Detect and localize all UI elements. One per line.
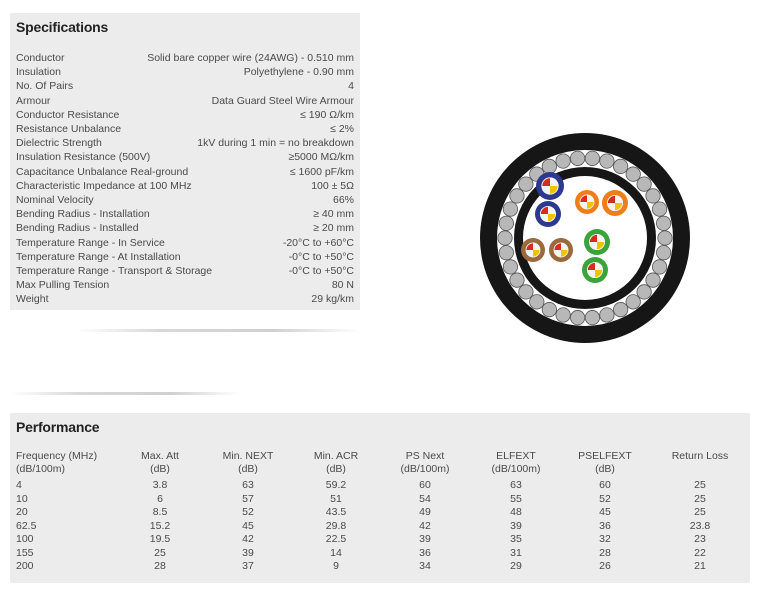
table-cell: 8.5 (152, 506, 168, 518)
armour-wire (556, 154, 570, 168)
column-header: (dB) (150, 463, 170, 475)
column-header: (dB) (326, 463, 346, 475)
spec-value: 66% (332, 194, 354, 206)
table-cell: 6 (157, 492, 163, 505)
column-header: PSELFEXT (578, 450, 632, 462)
spec-label: Insulation (16, 66, 61, 79)
spec-value: Data Guard Steel Wire Armour (211, 94, 354, 107)
spec-value: ≤ 2% (330, 123, 354, 135)
divider (75, 329, 360, 332)
armour-wire (498, 231, 512, 245)
spec-row (16, 51, 354, 65)
table-cell: 28 (154, 560, 166, 572)
spec-row (16, 150, 354, 164)
armour-wire (637, 177, 651, 191)
table-cell: 49 (419, 506, 431, 518)
spec-row (16, 79, 354, 93)
table-cell: 28 (599, 546, 611, 559)
spec-row (16, 207, 354, 221)
spec-row (16, 236, 354, 250)
spec-row (16, 292, 354, 306)
spec-label: Weight (16, 293, 49, 306)
table-cell: 31 (510, 546, 522, 559)
armour-wire (656, 245, 670, 259)
armour-wire (658, 231, 672, 245)
table-cell: 155 (16, 546, 34, 559)
table-cell: 10 (16, 492, 28, 505)
table-cell: 23.8 (689, 519, 711, 532)
column-header: (dB/100m) (16, 463, 66, 475)
spec-row (16, 94, 354, 108)
spec-value: Polyethylene - 0.90 mm (243, 66, 354, 79)
cable-cross-section-icon (475, 128, 695, 348)
spec-label: Temperature Range - At Installation (16, 250, 181, 263)
table-cell: 34 (419, 560, 431, 572)
table-cell: 200 (16, 560, 34, 572)
table-cell: 55 (510, 492, 522, 505)
table-cell: 29.8 (325, 519, 347, 532)
performance-title: Performance (16, 419, 100, 435)
spec-label: No. Of Pairs (16, 80, 74, 93)
spec-row (16, 108, 354, 122)
table-cell: 42 (419, 519, 431, 532)
armour-wire (503, 260, 517, 274)
spec-value: 4 (348, 80, 354, 93)
table-cell: 20 (16, 506, 28, 518)
spec-value: ≤ 1600 pF/km (289, 165, 354, 178)
table-cell: 62.5 (16, 519, 37, 532)
column-header: Min. ACR (313, 450, 359, 462)
table-cell: 14 (330, 546, 342, 559)
table-cell: 21 (694, 560, 706, 572)
table-cell: 45 (242, 519, 254, 532)
table-cell: 48 (510, 506, 522, 518)
armour-wire (499, 216, 513, 230)
table-cell: 100 (16, 533, 34, 545)
armour-wire (626, 167, 640, 181)
table-cell: 63 (510, 479, 522, 491)
spec-label: Bending Radius - Installation (16, 208, 150, 221)
armour-wire (503, 202, 517, 216)
spec-row (16, 179, 354, 193)
armour-wire (646, 273, 660, 287)
specifications-panel (10, 13, 360, 310)
table-cell: 25 (694, 492, 706, 505)
column-header: (dB) (595, 463, 615, 475)
spec-label: Max Pulling Tension (16, 279, 110, 292)
spec-value: Solid bare copper wire (24AWG) - 0.510 mm (147, 52, 354, 64)
spec-row (16, 136, 354, 150)
column-header: (dB/100m) (400, 463, 450, 475)
spec-value: 29 kg/km (311, 293, 354, 306)
spec-value: -20°C to +60°C (282, 236, 354, 249)
table-cell: 59.2 (325, 479, 347, 491)
spec-row (16, 278, 354, 292)
table-cell: 29 (510, 560, 522, 572)
table-cell: 3.8 (152, 479, 168, 491)
table-cell: 57 (242, 492, 254, 505)
table-cell: 25 (154, 546, 166, 559)
table-cell: 60 (419, 479, 431, 491)
column-header: Return Loss (671, 450, 729, 462)
armour-wire (646, 189, 660, 203)
armour-wire (585, 310, 599, 324)
table-cell: 52 (599, 492, 611, 505)
armour-wire (530, 295, 544, 309)
spec-value: ≥5000 MΩ/km (288, 151, 354, 164)
table-cell: 42 (242, 533, 254, 545)
spec-label: Temperature Range - In Service (16, 236, 165, 249)
table-cell: 23 (694, 533, 706, 545)
armour-wire (656, 216, 670, 230)
column-header: ELFEXT (496, 450, 536, 462)
table-cell: 26 (599, 560, 611, 572)
table-cell: 36 (419, 546, 431, 559)
table-cell: 51 (330, 492, 342, 505)
armour-wire (585, 151, 599, 165)
table-cell: 37 (242, 560, 254, 572)
table-cell: 25 (694, 506, 706, 518)
armour-wire (626, 295, 640, 309)
table-cell: 39 (510, 519, 522, 532)
spec-label: Conductor (16, 52, 65, 64)
table-cell: 15.2 (149, 519, 171, 532)
spec-label: Nominal Velocity (16, 194, 94, 206)
spec-label: Resistance Unbalance (16, 123, 122, 135)
spec-value: 80 N (331, 279, 354, 292)
table-cell: 19.5 (149, 533, 171, 545)
column-header: Min. NEXT (222, 450, 274, 462)
spec-row (16, 250, 354, 264)
column-header: (dB) (238, 463, 258, 475)
table-cell: 45 (599, 506, 611, 518)
spec-label: Bending Radius - Installed (16, 222, 139, 235)
armour-wire (570, 151, 584, 165)
armour-wire (600, 154, 614, 168)
armour-wire (519, 177, 533, 191)
spec-row (16, 65, 354, 79)
spec-value: ≥ 40 mm (313, 208, 354, 221)
column-header: Max. Att (141, 450, 179, 462)
spec-row (16, 122, 354, 136)
armour-wire (499, 245, 513, 259)
spec-value: ≤ 190 Ω/km (300, 108, 354, 121)
armour-wire (600, 308, 614, 322)
table-cell: 43.5 (325, 506, 347, 518)
armour-wire (570, 310, 584, 324)
armour-wire (613, 159, 627, 173)
table-cell: 54 (419, 492, 431, 505)
performance-panel (10, 413, 750, 583)
spec-value: ≥ 20 mm (313, 222, 354, 235)
spec-label: Armour (16, 94, 51, 107)
armour-wire (510, 189, 524, 203)
spec-row (16, 193, 354, 207)
spec-label: Insulation Resistance (500V) (16, 151, 151, 164)
column-header: Frequency (MHz) (16, 450, 98, 462)
armour-wire (637, 285, 651, 299)
armour-wire (556, 308, 570, 322)
spec-row (16, 264, 354, 278)
spec-label: Temperature Range - Transport & Storage (16, 265, 213, 277)
column-header: (dB/100m) (491, 463, 541, 475)
spec-row (16, 165, 354, 179)
armour-wire (652, 202, 666, 216)
table-cell: 9 (333, 560, 339, 572)
divider (10, 392, 240, 395)
table-cell: 52 (242, 506, 254, 518)
table-cell: 36 (599, 519, 611, 532)
table-cell: 39 (419, 533, 431, 545)
spec-label: Characteristic Impedance at 100 MHz (16, 179, 192, 192)
armour-wire (652, 260, 666, 274)
table-cell: 63 (242, 479, 254, 491)
spec-value: -0°C to +50°C (288, 250, 354, 263)
spec-value: -0°C to +50°C (288, 265, 354, 277)
table-cell: 22.5 (325, 533, 347, 545)
spec-label: Dielectric Strength (16, 137, 102, 150)
table-cell: 35 (510, 533, 522, 545)
spec-row (16, 221, 354, 235)
spec-label: Conductor Resistance (16, 108, 120, 121)
table-cell: 60 (599, 479, 611, 491)
table-cell: 22 (694, 546, 706, 559)
spec-value: 1kV during 1 min = no breakdown (197, 137, 354, 150)
column-header: PS Next (405, 450, 445, 462)
armour-wire (519, 285, 533, 299)
armour-wire (542, 302, 556, 316)
armour-wire (613, 302, 627, 316)
armour-wire (510, 273, 524, 287)
table-cell: 32 (599, 533, 611, 545)
table-cell: 4 (16, 479, 22, 491)
specifications-title: Specifications (16, 19, 109, 35)
spec-label: Capacitance Unbalance Real-ground (16, 165, 189, 178)
armour-wire (542, 159, 556, 173)
table-cell: 39 (242, 546, 254, 559)
spec-value: 100 ± 5Ω (311, 179, 354, 192)
table-cell: 25 (694, 479, 706, 491)
